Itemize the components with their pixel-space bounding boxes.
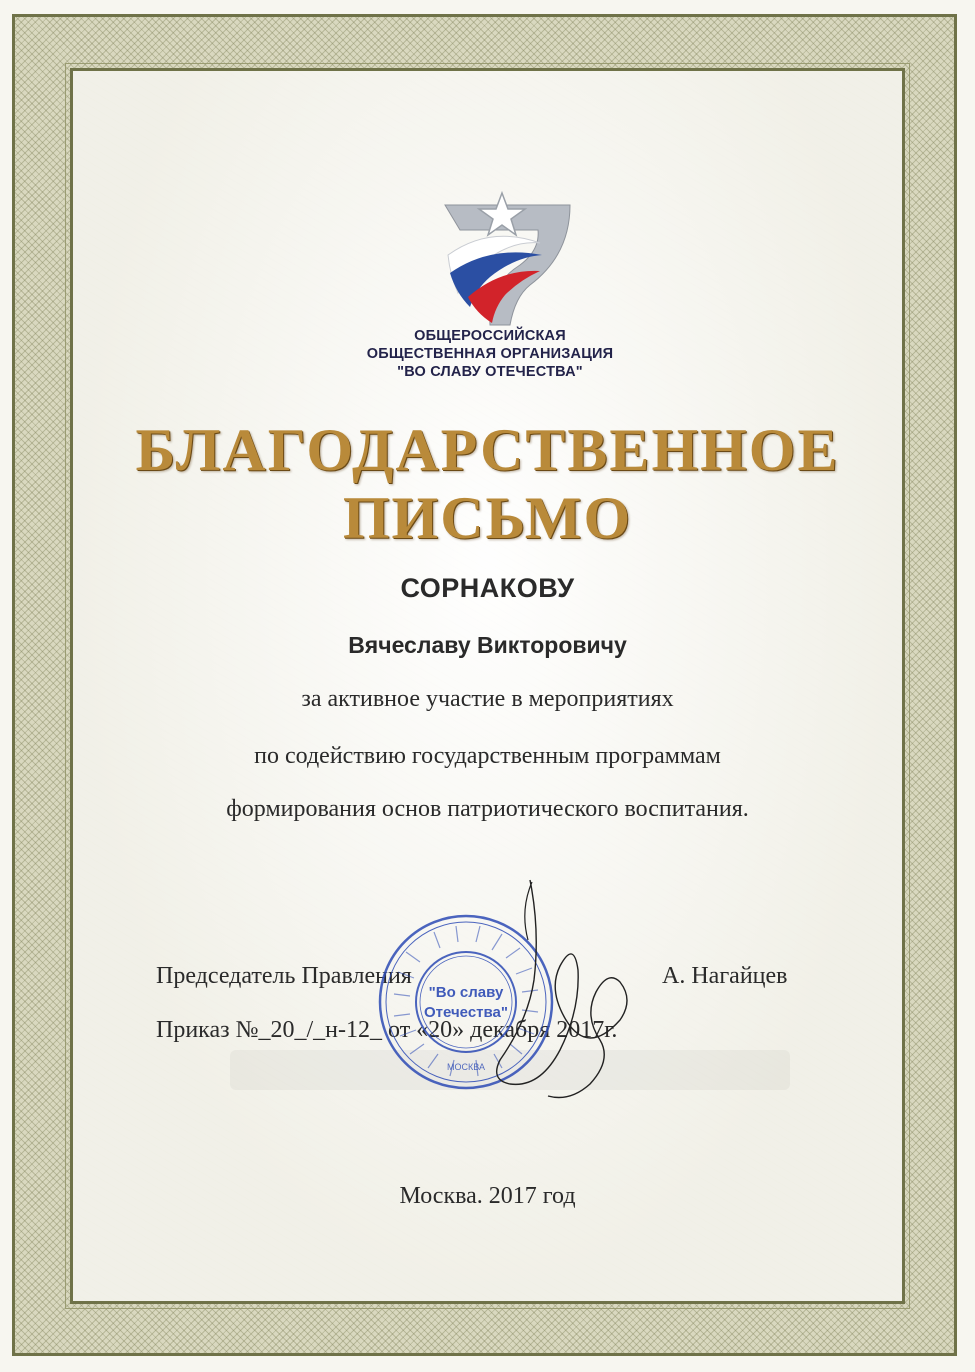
signatory-name: А. Нагайцев — [662, 963, 788, 989]
stamp-center-line-1: "Во славу — [428, 984, 504, 1001]
document-title-line-1: БЛАГОДАРСТВЕННОЕ — [135, 417, 840, 483]
recipient-surname: СОРНАКОВУ — [400, 573, 575, 603]
recipient-given-names: Вячеславу Викторовичу — [348, 632, 627, 658]
body-text-line-2: по содействию государственным программам — [254, 743, 721, 769]
stamp-city: МОСКВА — [447, 1062, 485, 1072]
stamp-center-line-2: Отечества" — [423, 1004, 509, 1021]
organization-logo — [420, 185, 580, 335]
footer-city-year: Москва. 2017 год — [399, 1183, 576, 1209]
body-text-line-1: за активное участие в мероприятиях — [301, 686, 674, 712]
document-title-line-2: ПИСЬМО — [342, 485, 633, 551]
organization-name-line-2: ОБЩЕСТВЕННАЯ ОРГАНИЗАЦИЯ — [366, 346, 614, 362]
handwritten-signature — [470, 870, 640, 1110]
organization-name-line-3: "ВО СЛАВУ ОТЕЧЕСТВА" — [397, 364, 583, 380]
organization-name-line-1: ОБЩЕРОССИЙСКАЯ — [414, 328, 566, 344]
body-text-line-3: формирования основ патриотического воспитания. — [226, 796, 749, 822]
signatory-role: Председатель Правления — [156, 963, 412, 989]
organization-name — [330, 327, 650, 381]
order-reference: Приказ №_20_/_н-12_ от «20» декабря 2017г. — [156, 1017, 618, 1043]
